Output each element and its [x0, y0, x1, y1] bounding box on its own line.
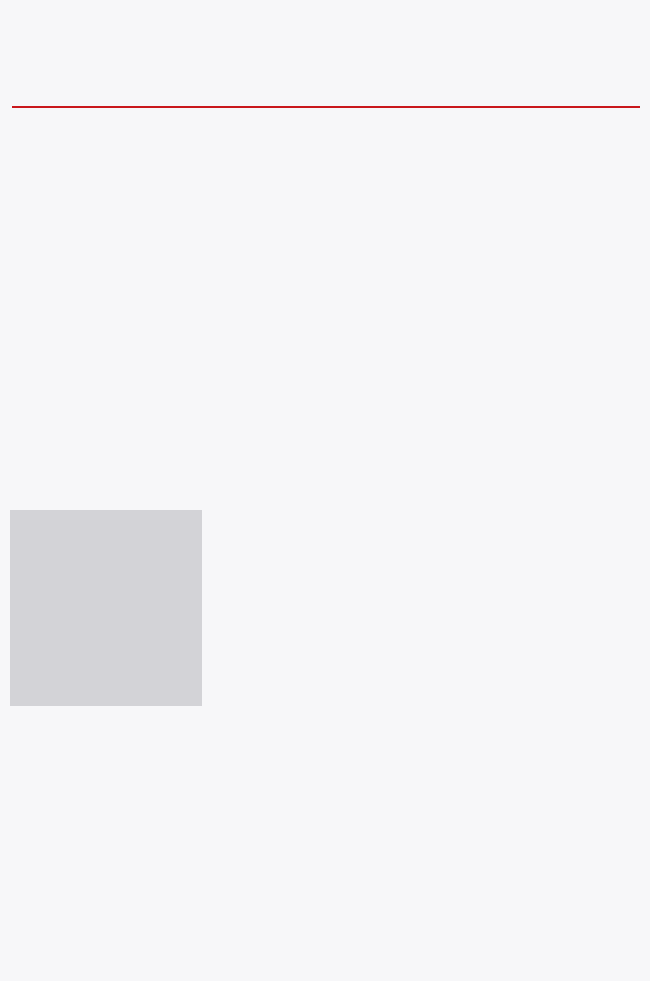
- notice-divider: [12, 106, 640, 108]
- note-box: [10, 510, 202, 706]
